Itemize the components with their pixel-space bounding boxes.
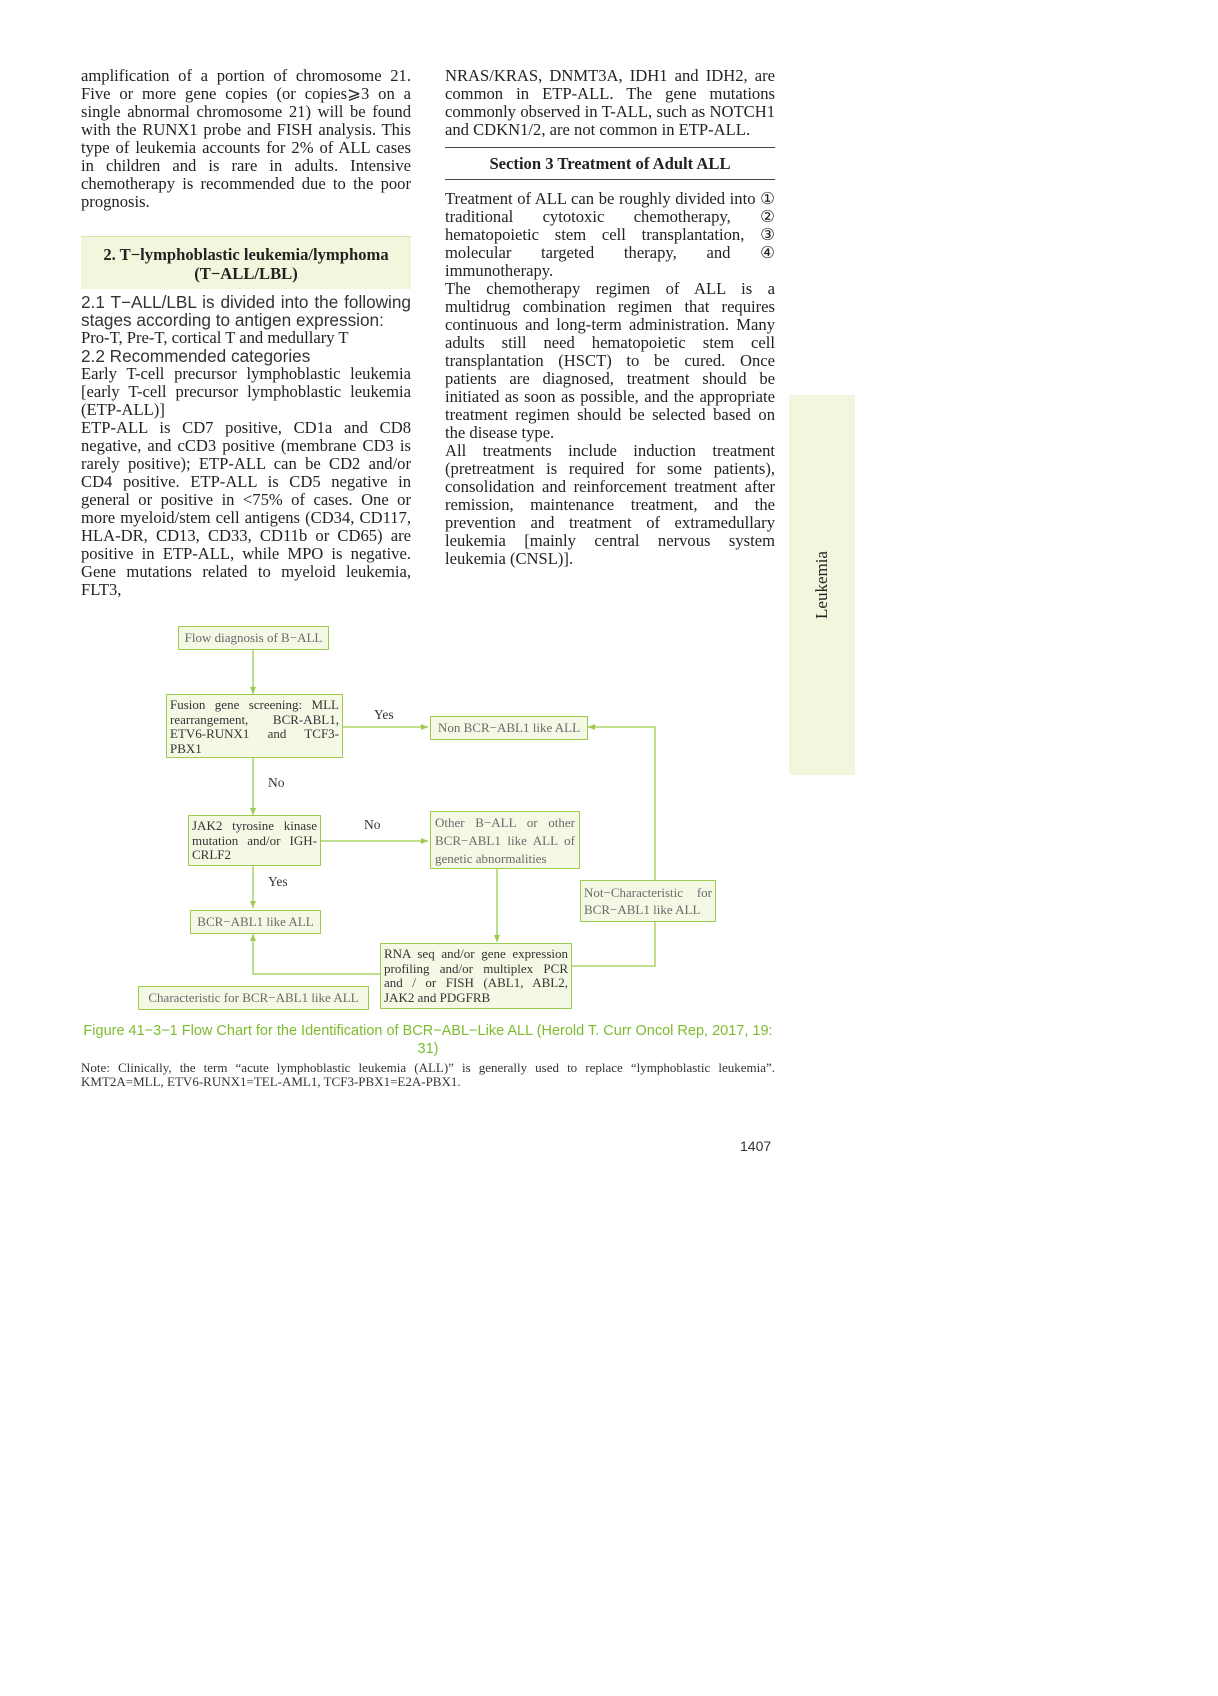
paragraph-etp-continued: NRAS/KRAS, DNMT3A, IDH1 and IDH2, are common in ETP-ALL. The gene mutations commonly observed in T-ALL, such as NOTCH1 and CDKN1/2, are not common in ETP-ALL. xyxy=(445,66,775,139)
figure-note: Note: Clinically, the term “acute lymphoblastic leukemia (ALL)” is generally used to replace “lymphoblastic leukemia”. KMT2A=MLL, ETV6-RUNX1=TEL-AML1, TCF3-PBX1=E2A-PBX1. xyxy=(81,1060,775,1089)
flow-box-not-characteristic: Not−Characteristic for BCR−ABL1 like ALL xyxy=(580,880,716,922)
label-no-jak2: No xyxy=(364,817,381,832)
subheading-categories: 2.2 Recommended categories xyxy=(81,346,311,366)
page-number: 1407 xyxy=(740,1138,772,1154)
paragraph-etp-all: ETP-ALL is CD7 positive, CD1a and CD8 negative, and cCD3 positive (membrane CD3 is rarely positive); ETP-ALL can be CD2 and/or CD4 positive. ETP-ALL is CD5 negative in general or positive in <75% of cases. One or more myeloid/stem cell antigens (CD34, CD117, HLA-DR, CD13, CD33, CD11b or CD65) are positive in ETP-ALL, while MPO is negative. Gene mutations related to myeloid leukemia, FLT3, xyxy=(81,418,411,599)
flow-box-fusion-screening: Fusion gene screening: MLL rearrangement, BCR-ABL1, ETV6-RUNX1 and TCF3-PBX1 xyxy=(166,694,343,758)
arrow-rna-to-non-bcr xyxy=(571,727,655,966)
left-column xyxy=(81,67,411,599)
flow-box-bcr-abl1-like: BCR−ABL1 like ALL xyxy=(190,910,321,934)
flow-box-jak2: JAK2 tyrosine kinase mutation and/or IGH-CRLF2 xyxy=(188,815,321,866)
flow-box-rna-seq: RNA seq and/or gene expression profiling and/or multiplex PCR and / or FISH (ABL1, ABL2, JAK2 and PDGFRB xyxy=(380,943,572,1009)
paragraph-treatment-types: Treatment of ALL can be roughly divided into ① traditional cytotoxic chemotherapy, ② hematopoietic stem cell transplantation, ③ molecular targeted therapy, and ④ immunotherapy. xyxy=(445,189,775,280)
label-yes-jak2: Yes xyxy=(268,874,288,889)
right-column xyxy=(445,67,775,568)
chapter-side-tab xyxy=(789,395,855,775)
paragraph-all-treatments: All treatments include induction treatment (pretreatment is required for some patients), consolidation and reinforcement treatment after remission, maintenance treatment, and the prevention and treatment of extramedullary leukemia [mainly central nervous system leukemia (CNSL)]. xyxy=(445,441,775,568)
label-no-fusion: No xyxy=(268,775,285,790)
section3-heading: Section 3 Treatment of Adult ALL xyxy=(445,147,775,180)
paragraph-chemotherapy: The chemotherapy regimen of ALL is a multidrug combination regimen that requires continuous and long-term administration. Many adults still need hematopoietic stem cell transplantation (HSCT) to be cured. Once patients are diagnosed, treatment should be initiated as soon as possible, and the appropriate treatment regimen should be selected based on the disease type. xyxy=(445,279,775,442)
categories-text: Early T-cell precursor lymphoblastic leukemia [early T-cell precursor lymphoblastic leukemia (ETP-ALL)] xyxy=(81,364,411,419)
section-heading-t-all: 2. T−lymphoblastic leukemia/lymphoma (T−ALL/LBL) xyxy=(81,236,411,289)
figure-caption: Figure 41−3−1 Flow Chart for the Identification of BCR−ABL−Like ALL (Herold T. Curr Oncol Rep, 2017, 19: 31) xyxy=(83,1023,773,1057)
flow-box-non-bcr: Non BCR−ABL1 like ALL xyxy=(430,716,588,740)
stages-text: Pro-T, Pre-T, cortical T and medullary T xyxy=(81,328,349,347)
flow-box-characteristic: Characteristic for BCR−ABL1 like ALL xyxy=(138,986,369,1010)
label-yes-fusion: Yes xyxy=(374,707,394,722)
side-tab-label: Leukemia xyxy=(812,551,831,619)
subheading-stages: 2.1 T−ALL/LBL is divided into the following stages according to antigen expression: xyxy=(81,292,411,330)
flow-box-diagnosis: Flow diagnosis of B−ALL xyxy=(178,626,329,650)
flow-box-other: Other B−ALL or other BCR−ABL1 like ALL of genetic abnormalities xyxy=(430,811,580,869)
paragraph-chromosome21: amplification of a portion of chromosome 21. Five or more gene copies (or copies⩾3 on a single abnormal chromosome 21) will be found with the RUNX1 probe and FISH analysis. This type of leukemia accounts for 2% of ALL cases in children and is rare in adults. Intensive chemotherapy is recommended due to the poor prognosis. xyxy=(81,66,411,211)
arrow-rna-to-bcr-like xyxy=(253,934,380,974)
